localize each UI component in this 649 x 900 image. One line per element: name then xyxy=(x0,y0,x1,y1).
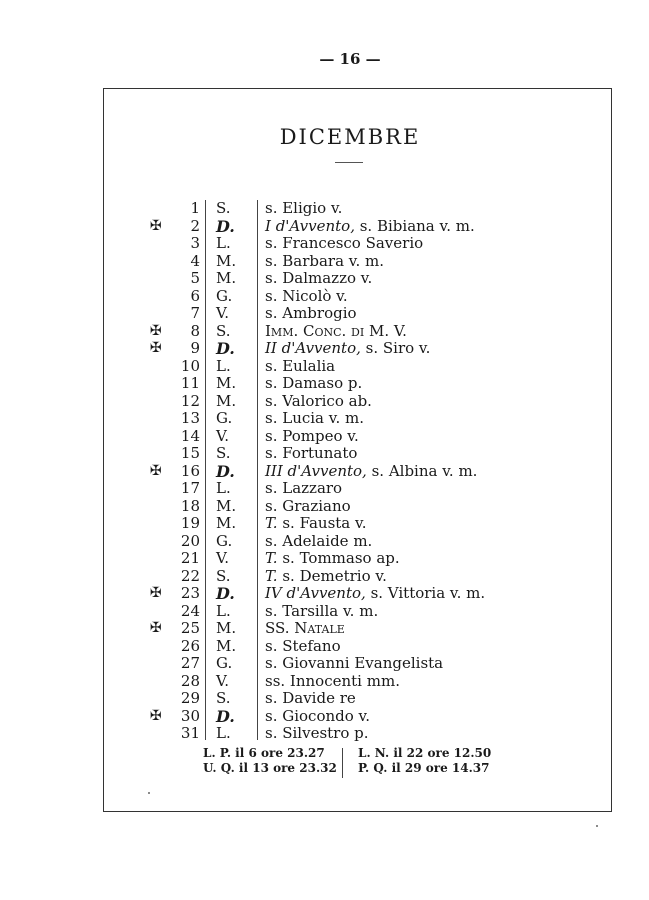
feast-text: s. Dalmazzo v. xyxy=(265,269,373,287)
calendar-row xyxy=(140,603,540,621)
day-number: 18 xyxy=(180,496,200,515)
feast-name xyxy=(265,253,384,271)
weekday: L. xyxy=(216,356,231,375)
day-number: 31 xyxy=(180,724,200,742)
feast-text: s. Vittoria v. m. xyxy=(365,584,486,602)
day-number: 26 xyxy=(180,636,200,655)
weekday: G. xyxy=(216,409,233,427)
feast-text: s. Lazzaro xyxy=(265,479,343,497)
calendar-row xyxy=(140,620,540,638)
weekday: V. xyxy=(216,426,229,445)
calendar-row xyxy=(140,235,540,253)
weekday: S. xyxy=(216,199,231,217)
weekday: L. xyxy=(216,724,231,742)
weekday: L. xyxy=(216,601,231,620)
feast-name xyxy=(265,550,400,568)
title-divider xyxy=(335,162,363,163)
feast-name xyxy=(265,480,342,498)
moon-phase-first-quarter: P. Q. il 29 ore 14.37 xyxy=(358,761,490,775)
print-speck xyxy=(148,792,150,794)
day-number: 23 xyxy=(180,584,200,602)
feast-name xyxy=(265,725,369,743)
day-number: 17 xyxy=(180,479,200,497)
maltese-cross-icon: ✠ xyxy=(150,217,162,234)
weekday: M. xyxy=(216,269,237,287)
feast-name xyxy=(265,463,477,481)
feast-name xyxy=(265,585,485,603)
weekday: G. xyxy=(216,531,233,550)
feast-text: T. xyxy=(265,514,278,532)
day-number: 20 xyxy=(180,531,200,550)
day-number: 16 xyxy=(180,461,200,480)
day-number: 11 xyxy=(180,374,200,392)
feast-name xyxy=(265,603,378,621)
calendar-row xyxy=(140,305,540,323)
feast-text: s. Giovanni Evangelista xyxy=(265,654,444,672)
weekday: V. xyxy=(216,671,229,690)
calendar-row xyxy=(140,725,540,743)
day-number: 24 xyxy=(180,601,200,620)
feast-name xyxy=(265,410,364,428)
feast-text: s. Fausta v. xyxy=(277,514,367,532)
calendar-row xyxy=(140,445,540,463)
weekday: S. xyxy=(216,444,231,462)
calendar-row xyxy=(140,358,540,376)
weekday: D. xyxy=(216,216,235,236)
calendar-row xyxy=(140,288,540,306)
feast-text: II d'Avvento, xyxy=(265,339,361,357)
feast-name xyxy=(265,620,345,638)
calendar-row xyxy=(140,340,540,358)
weekday: M. xyxy=(216,374,237,392)
day-number: 12 xyxy=(180,391,200,410)
feast-text: s. Albina v. m. xyxy=(366,461,478,480)
weekday: M. xyxy=(216,496,237,515)
weekday: V. xyxy=(216,549,229,567)
feast-text: s. Barbara v. m. xyxy=(265,251,385,270)
feast-text: ss. Innocenti mm. xyxy=(265,671,400,690)
feast-text: s. Ambrogio xyxy=(265,304,357,322)
feast-name xyxy=(265,323,407,341)
day-number: 1 xyxy=(190,199,200,217)
calendar-row xyxy=(140,270,540,288)
day-number: 27 xyxy=(180,654,200,672)
maltese-cross-icon: ✠ xyxy=(150,620,162,636)
feast-name xyxy=(265,340,430,358)
feast-text: T. xyxy=(265,549,278,567)
day-number: 28 xyxy=(180,671,200,690)
feast-name xyxy=(265,673,400,691)
day-number: 19 xyxy=(180,514,200,532)
feast-text: III d'Avvento, xyxy=(265,461,367,480)
weekday: L. xyxy=(216,479,231,497)
calendar-row xyxy=(140,673,540,691)
feast-name xyxy=(265,445,357,463)
weekday: D. xyxy=(216,339,235,358)
weekday: M. xyxy=(216,514,237,532)
feast-text: s. Eulalia xyxy=(265,356,336,375)
feast-name xyxy=(265,533,372,551)
day-number: 15 xyxy=(180,444,200,462)
feast-text: s. Lucia v. m. xyxy=(265,409,364,427)
feast-text: s. Nicolò v. xyxy=(265,286,348,305)
calendar-row xyxy=(140,498,540,516)
feast-text: s. Stefano xyxy=(265,636,341,655)
calendar-row xyxy=(140,550,540,568)
day-number: 22 xyxy=(180,566,200,585)
day-number: 29 xyxy=(180,689,200,707)
feast-text: s. Valorico ab. xyxy=(265,391,372,410)
feast-name xyxy=(265,498,351,516)
calendar-row xyxy=(140,218,540,236)
feast-text: s. Fortunato xyxy=(265,444,358,462)
calendar-row xyxy=(140,480,540,498)
weekday: D. xyxy=(216,706,235,726)
calendar-row xyxy=(140,375,540,393)
maltese-cross-icon: ✠ xyxy=(150,340,162,356)
feast-name xyxy=(265,515,366,533)
weekday: M. xyxy=(216,391,237,410)
page-number: — 16 — xyxy=(319,50,381,68)
feast-text: s. Francesco Saverio xyxy=(265,234,424,252)
weekday: D. xyxy=(216,461,235,481)
day-number: 2 xyxy=(190,216,200,235)
feast-text: s. Siro v. xyxy=(360,339,431,357)
day-number: 5 xyxy=(190,269,200,287)
moon-phase-new: L. N. il 22 ore 12.50 xyxy=(358,746,492,760)
day-number: 21 xyxy=(180,549,200,567)
weekday: S. xyxy=(216,566,231,585)
weekday: G. xyxy=(216,286,233,305)
month-title: DICEMBRE xyxy=(279,125,421,149)
calendar-row xyxy=(140,515,540,533)
weekday: M. xyxy=(216,619,237,637)
feast-text: T. xyxy=(265,566,278,585)
feast-name xyxy=(265,288,348,306)
feast-text: s. Pompeo v. xyxy=(265,426,359,445)
feast-text: s. Adelaide m. xyxy=(265,531,373,550)
day-number: 3 xyxy=(190,234,200,252)
feast-text: SS. xyxy=(265,619,295,637)
maltese-cross-icon: ✠ xyxy=(150,462,162,479)
feast-name xyxy=(265,568,387,586)
calendar-row xyxy=(140,690,540,708)
feast-text: Imm. Conc. di M. V. xyxy=(265,321,407,340)
feast-name xyxy=(265,708,370,726)
feast-text: s. Giocondo v. xyxy=(265,706,370,725)
feast-text: s. Eligio v. xyxy=(265,199,343,217)
day-number: 25 xyxy=(180,619,200,637)
day-number: 10 xyxy=(180,356,200,375)
calendar-row xyxy=(140,410,540,428)
calendar-row xyxy=(140,393,540,411)
feast-text: s. Tommaso ap. xyxy=(277,549,400,567)
weekday: D. xyxy=(216,584,235,603)
weekday: V. xyxy=(216,304,229,322)
calendar-row xyxy=(140,428,540,446)
day-number: 8 xyxy=(190,321,200,340)
feast-text: s. Tarsilla v. m. xyxy=(265,601,379,620)
feast-name xyxy=(265,358,335,376)
calendar-row xyxy=(140,200,540,218)
calendar-row xyxy=(140,253,540,271)
moon-phases-divider xyxy=(342,748,343,778)
feast-name xyxy=(265,393,372,411)
feast-text: I d'Avvento, xyxy=(265,216,355,235)
calendar-row xyxy=(140,323,540,341)
day-number: 13 xyxy=(180,409,200,427)
feast-text: s. Graziano xyxy=(265,496,351,515)
calendar-row xyxy=(140,533,540,551)
weekday: M. xyxy=(216,636,237,655)
feast-text: s. Silvestro p. xyxy=(265,724,369,742)
weekday: L. xyxy=(216,234,231,252)
feast-text: Natale xyxy=(294,619,345,637)
feast-text: s. Damaso p. xyxy=(265,374,363,392)
feast-name xyxy=(265,218,475,236)
calendar-row xyxy=(140,638,540,656)
feast-text: s. Davide re xyxy=(265,689,356,707)
feast-name xyxy=(265,638,341,656)
feast-name xyxy=(265,690,356,708)
calendar-row xyxy=(140,585,540,603)
maltese-cross-icon: ✠ xyxy=(150,322,162,339)
feast-text: s. Demetrio v. xyxy=(277,566,387,585)
day-number: 4 xyxy=(190,251,200,270)
maltese-cross-icon: ✠ xyxy=(150,707,162,724)
calendar-row xyxy=(140,655,540,673)
feast-text: s. Bibiana v. m. xyxy=(354,216,475,235)
weekday: S. xyxy=(216,321,231,340)
weekday: M. xyxy=(216,251,237,270)
feast-name xyxy=(265,428,359,446)
moon-phase-full: L. P. il 6 ore 23.27 xyxy=(203,746,325,760)
weekday: S. xyxy=(216,689,231,707)
day-number: 6 xyxy=(190,286,200,305)
calendar-row xyxy=(140,708,540,726)
feast-name xyxy=(265,235,423,253)
calendar-row xyxy=(140,463,540,481)
calendar-row xyxy=(140,568,540,586)
feast-name xyxy=(265,200,342,218)
calendar-list xyxy=(140,200,540,743)
day-number: 9 xyxy=(190,339,200,357)
moon-phase-last-quarter: U. Q. il 13 ore 23.32 xyxy=(203,761,337,775)
feast-name xyxy=(265,375,362,393)
print-speck xyxy=(596,825,598,827)
feast-name xyxy=(265,270,372,288)
day-number: 7 xyxy=(190,304,200,322)
feast-name xyxy=(265,655,443,673)
weekday: G. xyxy=(216,654,233,672)
maltese-cross-icon: ✠ xyxy=(150,585,162,601)
feast-name xyxy=(265,305,357,323)
day-number: 30 xyxy=(180,706,200,725)
day-number: 14 xyxy=(180,426,200,445)
feast-text: IV d'Avvento, xyxy=(265,584,366,602)
